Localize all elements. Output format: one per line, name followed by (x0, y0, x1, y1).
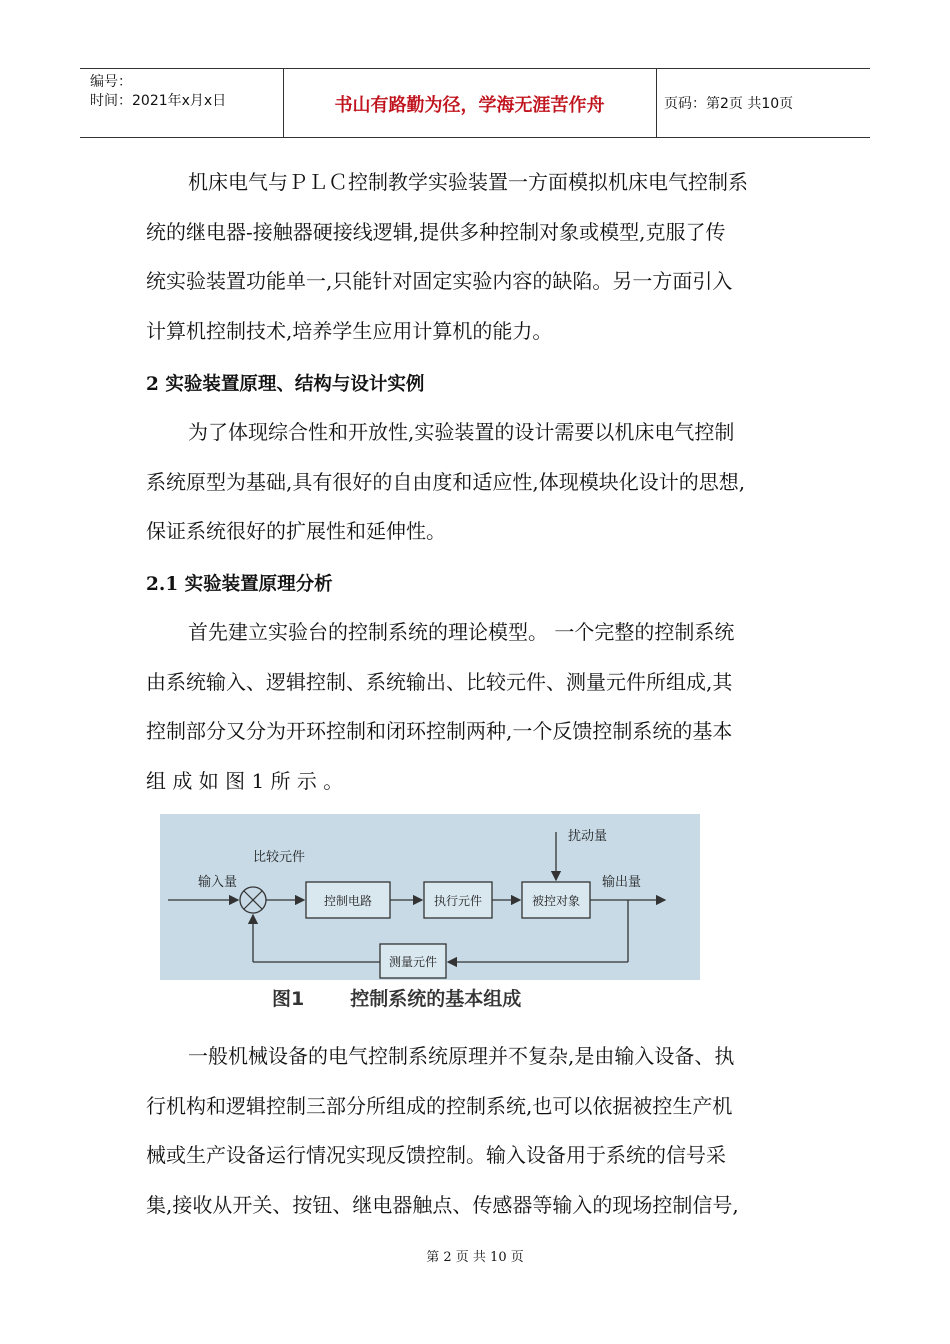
serial-label: 编号： (90, 74, 132, 90)
comparator-label: 比较元件 (253, 850, 306, 865)
char: 。 (323, 768, 344, 793)
char: 成 (172, 768, 193, 793)
input-label: 输入量 (198, 875, 238, 890)
plant-label: 被控对象 (531, 894, 581, 908)
text-line: 统的继电器-接触器硬接线逻辑,提供多种控制对象或模型,克服了传 (146, 219, 726, 244)
page-footer: 第 2 页 共 10 页 (426, 1250, 524, 1265)
paragraph-1 (146, 158, 810, 356)
text-line: 保证系统很好的扩展性和延伸性。 (146, 519, 446, 543)
char: 示 (296, 768, 317, 793)
block-diagram (160, 814, 700, 980)
header-meta (90, 73, 226, 111)
divider (656, 69, 657, 137)
paragraph-3 (146, 608, 810, 806)
time-label: 时间：2021年x月x日 (90, 93, 227, 109)
text-line: 统实验装置功能单一,只能针对固定实验内容的缺陷。另一方面引入 (146, 269, 733, 293)
char: 1 (251, 768, 265, 793)
figure-number: 图1 (272, 988, 305, 1010)
text-line: 行机构和逻辑控制三部分所组成的控制系统,也可以依据被控生产机 (146, 1093, 733, 1118)
comparator-symbol (240, 887, 266, 913)
figure-title: 控制系统的基本组成 (350, 988, 522, 1010)
header-page-info: 页码：第2页 共10页 (664, 96, 794, 112)
figure-caption (272, 984, 521, 1011)
char: 图 (225, 768, 246, 793)
text-line: 机床电气与ＰＬＣ控制教学实验装置一方面模拟机床电气控制系 (188, 170, 748, 194)
text-line: 集,接收从开关、按钮、继电器触点、传感器等输入的现场控制信号, (146, 1192, 739, 1217)
char: 如 (198, 768, 219, 793)
header-motto: 书山有路勤为径，学海无涯苦作舟 (334, 95, 605, 116)
section-heading: 2 实验装置原理、结构与设计实例 (146, 374, 425, 395)
text-line: 由系统输入、逻辑控制、系统输出、比较元件、测量元件所组成,其 (146, 669, 733, 694)
actuator-label: 执行元件 (433, 894, 483, 908)
block-diagram-figure (160, 814, 700, 980)
sensor-label: 测量元件 (388, 955, 438, 969)
paragraph-4 (146, 1032, 810, 1230)
page-header (80, 68, 870, 138)
text-line: 控制部分又分为开环控制和闭环控制两种,一个反馈控制系统的基本 (146, 719, 733, 743)
text-line: 一般机械设备的电气控制系统原理并不复杂,是由输入设备、执 (188, 1044, 735, 1068)
text-line-justified (146, 757, 810, 807)
text-line: 计算机控制技术,培养学生应用计算机的能力。 (146, 318, 553, 343)
output-label: 输出量 (602, 875, 642, 890)
char: 所 (270, 768, 291, 793)
text-line: 为了体现综合性和开放性,实验装置的设计需要以机床电气控制 (188, 420, 735, 444)
text-line: 系统原型为基础,具有很好的自由度和适应性,体现模块化设计的思想, (146, 469, 746, 494)
text-line: 械或生产设备运行情况实现反馈控制。输入设备用于系统的信号采 (146, 1143, 726, 1167)
subsection-heading: 2.1 实验装置原理分析 (146, 574, 333, 595)
disturbance-label: 扰动量 (568, 829, 608, 844)
controller-label: 控制电路 (323, 894, 373, 908)
text-line: 首先建立实验台的控制系统的理论模型。 一个完整的控制系统 (188, 620, 735, 644)
char: 组 (146, 768, 166, 793)
paragraph-2 (146, 408, 810, 557)
